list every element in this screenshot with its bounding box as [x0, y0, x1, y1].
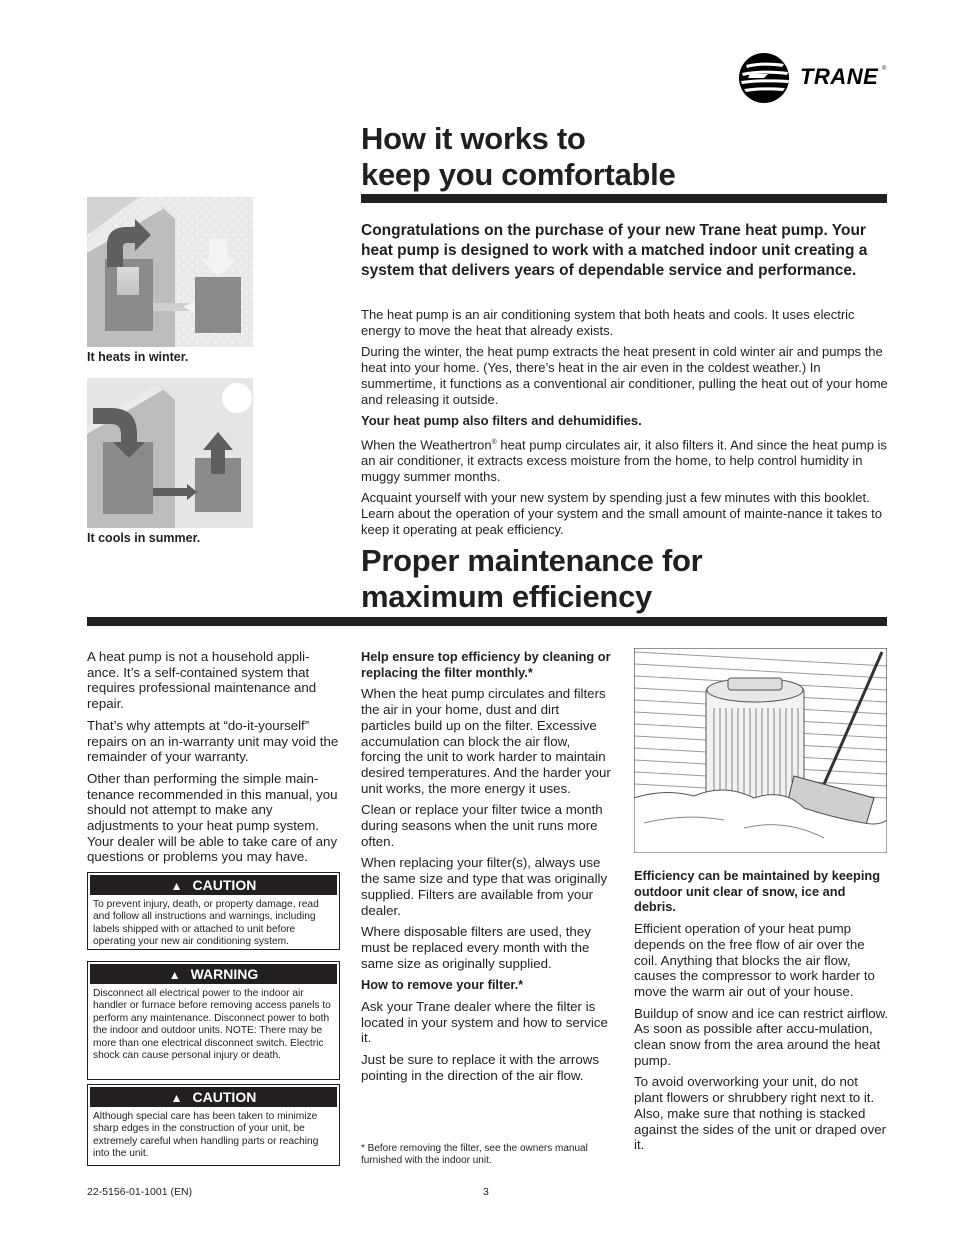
section-title-line2: maximum efficiency [361, 579, 652, 614]
intro-paragraph [361, 435, 891, 484]
caution-text: To prevent injury, death, or property damage, read and follow all instructions and warnings, including labels shipped with or attached to unit before operating your new air conditioning system. [93, 899, 319, 948]
col2-heading: Help ensure top efficiency by cleaning or replacing the filter monthly.* [361, 649, 611, 680]
col3-paragraph: Efficient operation of your heat pump depends on the free flow of air over the coil. Anything that blocks the air flow, causes the compressor to work harder to move the warm air out of your house. [634, 921, 875, 999]
caution-box [87, 872, 340, 950]
col2-paragraph: When the heat pump circulates and filters the air in your home, dust and dirt particles build up on the filter. Excessive accumulation can block the air flow, forcing the unit to work harder to maintain desired temperatures. And the harder your unit works, the more energy it uses. [361, 686, 611, 796]
col3-heading: Efficiency can be maintained by keeping outdoor unit clear of snow, ice and debris. [634, 868, 881, 915]
warning-header [90, 964, 337, 984]
weathertron-text: When the Weathertron [361, 437, 492, 453]
winter-illustration [87, 197, 253, 347]
section-title-line1: Proper maintenance for [361, 543, 703, 578]
page-title [361, 121, 901, 193]
summer-illustration [87, 378, 253, 528]
trane-logo [738, 52, 898, 104]
intro-paragraph: During the winter, the heat pump extracts the heat present in cold winter air and pumps the heat into your home. (Yes, there’s heat in the air even in the coldest weather.) In summertime, it functions as a conventional air conditioner, pulling the heat out of your home and releasing it outside. [361, 344, 888, 407]
col2-paragraph: Just be sure to replace it with the arrows pointing in the direction of the air flow. [361, 1052, 599, 1083]
title-rule [361, 194, 887, 203]
caution-title: CAUTION [192, 1089, 257, 1105]
intro-paragraph: Acquaint yourself with your new system by spending just a few minutes with this booklet. Learn about the operation of your system and the small amount of mainte-nance it takes to keep it operating at peak efficiency. [361, 490, 883, 537]
caution-header [90, 875, 337, 895]
col3-paragraph: To avoid overworking your unit, do not plant flowers or shrubbery right next to it. Also, make sure that nothing is stacked against the sides of the unit or draped over it. [634, 1074, 887, 1153]
page-number: 3 [483, 1186, 489, 1198]
warning-triangle-icon: ▲ [168, 968, 181, 982]
col1-paragraph: That’s why attempts at “do-it-yourself” repairs on an in-warranty unit may void the remainder of your warranty. [87, 717, 339, 765]
document-number: 22-5156-01-1001 (EN) [87, 1186, 193, 1198]
page-title-line2: keep you comfortable [361, 157, 676, 192]
warning-triangle-icon: ▲ [170, 879, 183, 893]
caution-text: Although special care has been taken to minimize sharp edges in the construction of your unit, be extremely careful when handling parts or reaching into the unit. [93, 1111, 319, 1160]
caution-header [90, 1087, 337, 1107]
col3-paragraph: Buildup of snow and ice can restrict airflow. As soon as possible after accu-mulation, clean snow from the area around the heat pump. [634, 1005, 889, 1068]
col2-paragraph: Where disposable filters are used, they must be replaced every month with the same size as originally supplied. [361, 924, 591, 971]
brand-name: TRANE [800, 64, 879, 89]
winter-caption: It heats in winter. [87, 350, 189, 364]
warning-triangle-icon: ▲ [170, 1091, 183, 1105]
col2-paragraph: Ask your Trane dealer where the filter is located in your system and how to service it. [361, 999, 608, 1046]
col2-paragraph: Clean or replace your filter twice a month during seasons when the unit runs more often. [361, 802, 603, 849]
intro-subhead: Your heat pump also filters and dehumidifies. [361, 413, 642, 429]
column-3 [634, 868, 889, 1159]
trane-logo-icon [738, 52, 794, 104]
brand-registered-mark: ® [882, 66, 887, 72]
caution-box-2 [87, 1084, 340, 1166]
registered-mark: ® [491, 438, 497, 446]
caution-title: CAUTION [192, 877, 257, 893]
intro-paragraph: The heat pump is an air conditioning system that both heats and cools. It uses electric energy to move the heat that already exists. [361, 307, 855, 338]
intro-body [361, 307, 891, 543]
column-1 [87, 649, 342, 871]
summer-caption: It cools in summer. [87, 531, 201, 545]
warning-text: Disconnect all electrical power to the indoor air handler or furnace before removing access panels to perform any maintenance. Disconnect power to both the indoor and outdoor units. NOTE: There may be more than one electrical disconnect switch. Electric shock can cause personal injury or death. [93, 988, 331, 1062]
intro-lead: Congratulations on the purchase of your new Trane heat pump. Your heat pump is designed to work with a matched indoor unit creating a system that delivers years of dependable service and performance. [361, 222, 868, 279]
warning-title: WARNING [190, 966, 259, 982]
footnote: * Before removing the filter, see the owners manual furnished with the indoor unit. [361, 1143, 588, 1166]
col1-paragraph: Other than performing the simple main-tenance recommended in this manual, you should not attempt to make any adjustments to your heat pump system. Your dealer will be able to take care of any questions or problems you may have. [87, 770, 338, 865]
warning-box [87, 961, 340, 1080]
col2-subhead: How to remove your filter.* [361, 977, 524, 993]
page-title-line1: How it works to [361, 121, 586, 156]
col2-paragraph: When replacing your filter(s), always use the same size and type that was originally supplied. Filters are available from your dealer. [361, 855, 608, 918]
col1-paragraph: A heat pump is not a household appli-ance. It’s a self-contained system that requires professional maintenance and repair. [87, 649, 317, 712]
section-rule [87, 617, 887, 626]
intro-paragraph-cont: heat pump circulates air, it also filters it. And since the heat pump is an air conditioner, it extracts excess moisture from the home, to help control humidity in muggy summer months. [361, 437, 887, 484]
section-title [361, 543, 901, 615]
outdoor-unit-snow-illustration [634, 648, 887, 853]
column-2 [361, 649, 611, 1090]
